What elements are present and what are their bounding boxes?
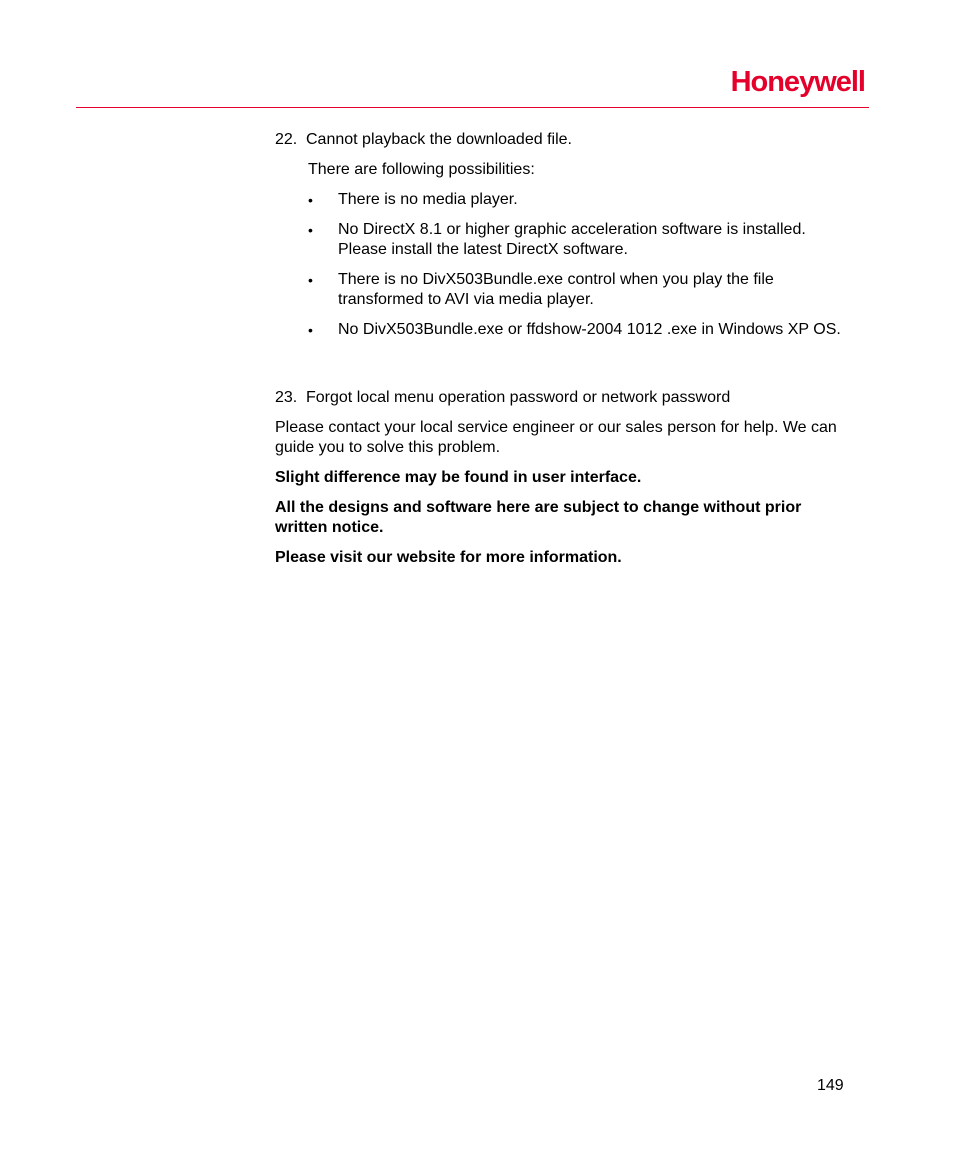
page-number: 149 bbox=[817, 1077, 844, 1094]
notice-subject-to-change: All the designs and software here are subject to change without prior written notice. bbox=[275, 499, 802, 536]
section-23-number: 23. bbox=[275, 389, 298, 406]
list-item: • There is no media player. bbox=[308, 191, 518, 208]
header-divider bbox=[76, 107, 869, 108]
section-22-heading bbox=[275, 130, 845, 150]
list-item: • No DirectX 8.1 or higher graphic acceleration software is installed. Please install the latest DirectX software. bbox=[308, 221, 806, 258]
section-23-body: Please contact your local service engineer or our sales person for help. We can guide you to solve this problem. bbox=[275, 419, 837, 456]
bullet-icon: • bbox=[308, 222, 313, 238]
section-22-title: Cannot playback the downloaded file. bbox=[306, 131, 572, 148]
section-23-heading bbox=[275, 388, 845, 408]
section-22-intro: There are following possibilities: bbox=[308, 161, 535, 178]
bullet-icon: • bbox=[308, 192, 313, 208]
bullet-icon: • bbox=[308, 322, 313, 338]
bullet-icon: • bbox=[308, 272, 313, 288]
list-item: • No DivX503Bundle.exe or ffdshow-2004 1012 .exe in Windows XP OS. bbox=[308, 321, 841, 338]
honeywell-logo: Honeywell bbox=[730, 66, 865, 98]
section-22-bullet-list bbox=[275, 190, 845, 340]
section-22-number: 22. bbox=[275, 131, 298, 148]
notice-ui-difference: Slight difference may be found in user interface. bbox=[275, 469, 642, 486]
list-item: • There is no DivX503Bundle.exe control when you play the file transformed to AVI via media player. bbox=[308, 271, 774, 308]
section-23-title: Forgot local menu operation password or network password bbox=[306, 389, 731, 406]
page-content bbox=[275, 130, 845, 568]
notice-visit-website: Please visit our website for more information. bbox=[275, 549, 622, 566]
